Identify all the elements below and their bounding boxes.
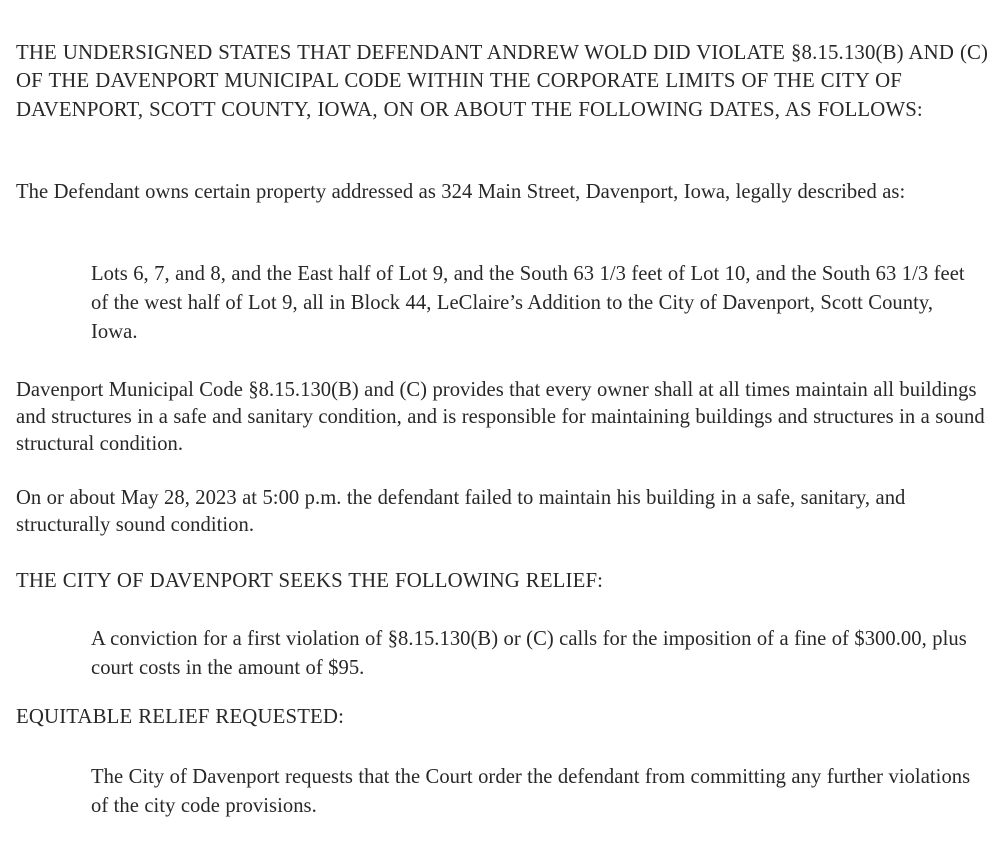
code-provision-paragraph: Davenport Municipal Code §8.15.130(B) and (C) provides that every owner shall at all times maintain all buildings and structures in a safe and sanitary condition, and is responsible for maintaining buildings and structures in a sound structural condition. xyxy=(16,378,985,455)
relief-section-heading: THE CITY OF DAVENPORT SEEKS THE FOLLOWING RELIEF: xyxy=(16,568,604,592)
equitable-relief-heading: EQUITABLE RELIEF REQUESTED: xyxy=(16,704,345,728)
relief-body-block: A conviction for a first violation of §8.15.130(B) or (C) calls for the imposition of a fine of $300.00, plus court costs in the amount of $95. xyxy=(91,627,967,679)
violation-allegation-paragraph: On or about May 28, 2023 at 5:00 p.m. the defendant failed to maintain his building in a safe, sanitary, and structurally sound condition. xyxy=(16,486,906,537)
equitable-relief-body-block: The City of Davenport requests that the Court order the defendant from committing any further violations of the city code provisions. xyxy=(91,765,971,817)
recital-heading-paragraph: THE UNDERSIGNED STATES THAT DEFENDANT ANDREW WOLD DID VIOLATE §8.15.130(B) AND (C) OF THE DAVENPORT MUNICIPAL CODE WITHIN THE CORPORATE LIMITS OF THE CITY OF DAVENPORT, SCOTT COUNTY, IOWA, ON OR ABOUT THE FOLLOWING DATES, AS FOLLOWS: xyxy=(16,40,989,121)
property-intro-paragraph: The Defendant owns certain property addressed as 324 Main Street, Davenport, Iowa, legally described as: xyxy=(16,180,906,203)
legal-description-block: Lots 6, 7, and 8, and the East half of Lot 9, and the South 63 1/3 feet of Lot 10, and the South 63 1/3 feet of the west half of Lot 9, all in Block 44, LeClaire’s Addition to the City of Davenport, Scott County, Iowa. xyxy=(91,262,965,343)
